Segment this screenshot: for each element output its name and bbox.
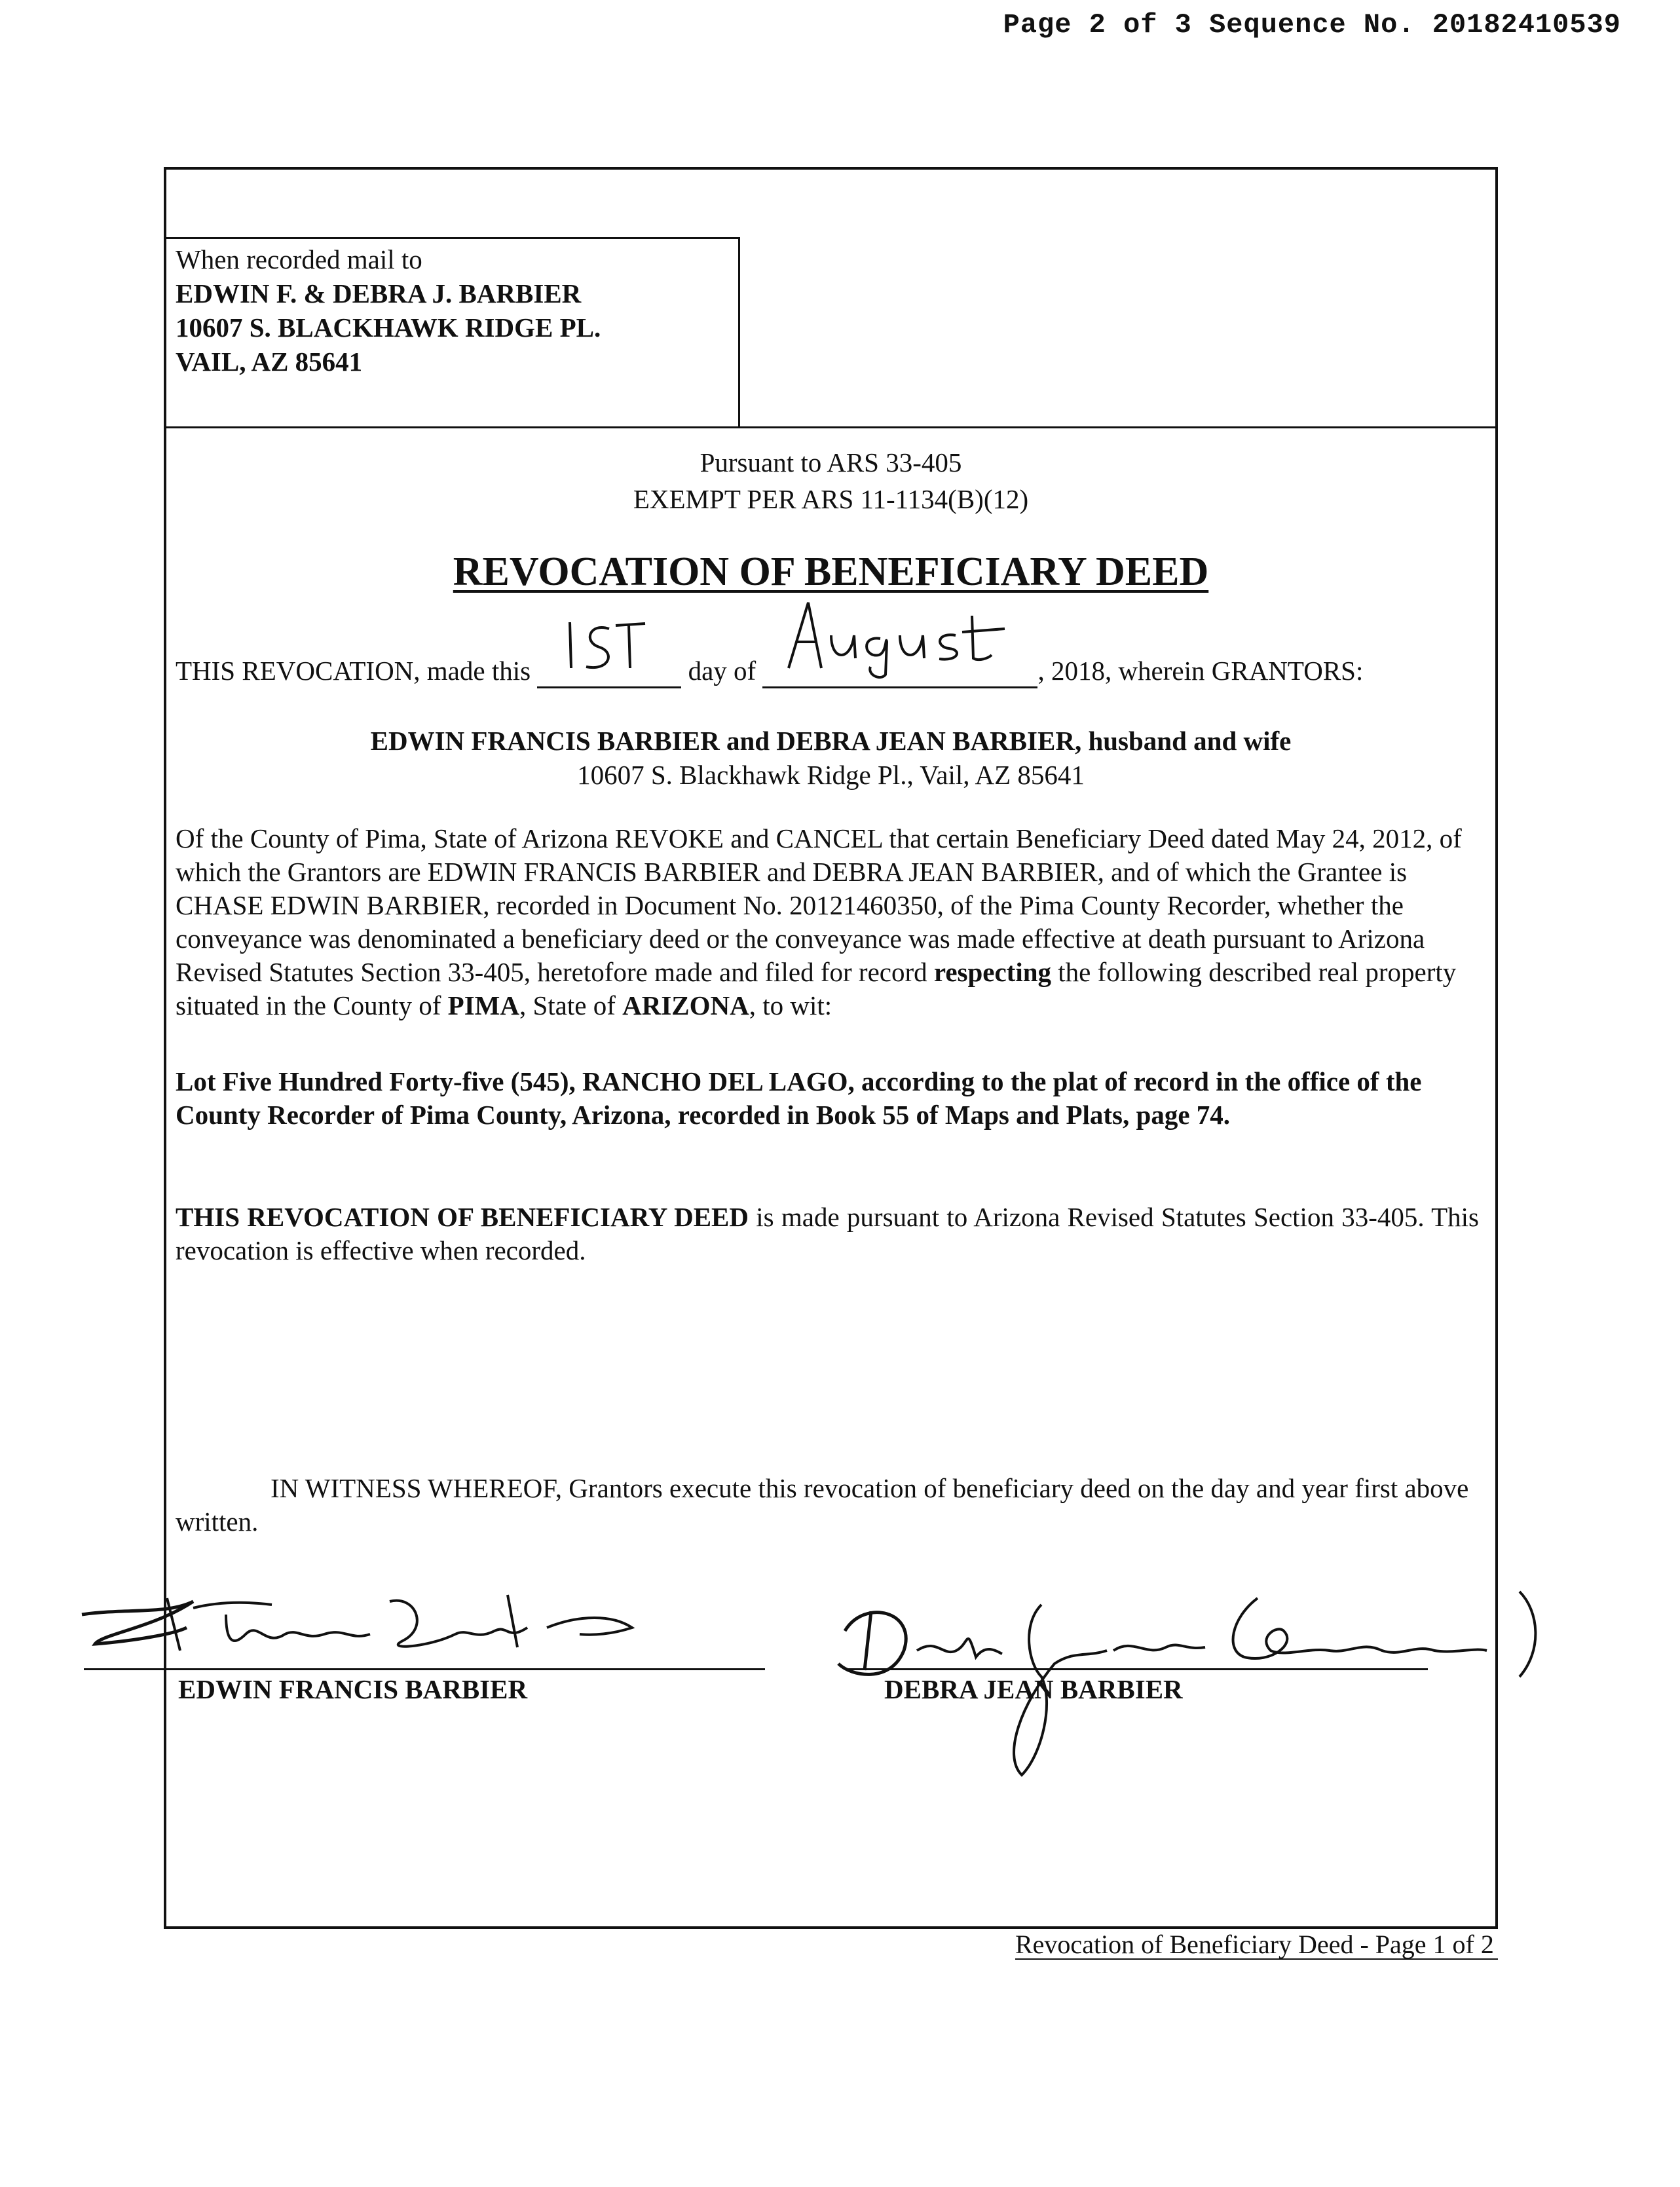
recording-city: VAIL, AZ 85641 — [176, 346, 363, 377]
revocation-suffix: , 2018, wherein GRANTORS: — [1037, 656, 1364, 686]
statute-block — [164, 444, 1498, 517]
statute-line-2: EXEMPT PER ARS 11-1134(B)(12) — [633, 484, 1029, 514]
body-county: PIMA — [447, 990, 519, 1020]
edwin-signature — [75, 1588, 698, 1673]
statute-line-1: Pursuant to ARS 33-405 — [700, 447, 962, 477]
signer-2-name: DEBRA JEAN BARBIER — [884, 1674, 1183, 1704]
body-part-1: Of the County of Pima, State of Arizona REVOKE and CANCEL that certain Beneficiary Deed dated May 24, 2012, of which the Grantors are EDWIN FRANCIS BARBIER and DEBRA JEAN BARBIER, and of which the Grantee is CHASE EDWIN BARBIER, recorded in Document No. 20121460350, of the Pima County Recorder, whether the conveyance was denominated a beneficiary deed or the conveyance was made effective at death pursuant to Arizona Revised Statutes Section 33-405, heretofore made and filed for record — [176, 823, 1462, 987]
witness-clause — [176, 1472, 1479, 1539]
day-of-label: day of — [688, 656, 756, 686]
body-part-2: the following described real property situated in the County of — [176, 957, 1457, 1020]
witness-text: IN WITNESS WHEREOF, Grantors execute this revocation of beneficiary deed on the day and year first above written. — [176, 1473, 1469, 1537]
grantor-names: EDWIN FRANCIS BARBIER and DEBRA JEAN BARBIER, husband and wife — [370, 726, 1292, 756]
recording-street: 10607 S. BLACKHAWK RIDGE PL. — [176, 312, 601, 343]
statement-rest: is made pursuant to Arizona Revised Statutes Section 33-405. This revocation is effective when recorded. — [176, 1202, 1479, 1265]
statement-bold: THIS REVOCATION OF BENEFICIARY DEED — [176, 1202, 749, 1232]
page-sequence-header: Page 2 of 3 Sequence No. 20182410539 — [1003, 9, 1621, 41]
revocation-prefix: THIS REVOCATION, made this — [176, 656, 531, 686]
signature-line-1 — [84, 1668, 765, 1670]
signature-line-2 — [845, 1668, 1428, 1670]
recording-names: EDWIN F. & DEBRA J. BARBIER — [176, 278, 582, 308]
recording-info — [176, 242, 601, 379]
grantor-address: 10607 S. Blackhawk Ridge Pl., Vail, AZ 85641 — [577, 760, 1085, 790]
page-footer: Revocation of Beneficiary Deed - Page 1 of 2 — [1015, 1930, 1494, 1959]
day-blank — [537, 655, 681, 688]
revocation-line — [176, 655, 1363, 688]
body-respecting: respecting — [933, 957, 1052, 987]
month-blank — [762, 655, 1037, 688]
signer-1-name: EDWIN FRANCIS BARBIER — [178, 1674, 528, 1704]
grantors-block — [164, 724, 1498, 792]
legal-description: Lot Five Hundred Forty-five (545), RANCHO DEL LAGO, according to the plat of record in the office of the County Recorder of Pima County, Arizona, recorded in Book 55 of Maps and Plats, page 74. — [176, 1066, 1422, 1130]
body-part-4: , to wit: — [749, 990, 832, 1020]
footer-underline — [1015, 1958, 1498, 1960]
revocation-body — [176, 822, 1479, 1022]
recording-label: When recorded mail to — [176, 244, 422, 274]
document-title: REVOCATION OF BENEFICIARY DEED — [453, 550, 1209, 594]
body-part-3: , State of — [519, 990, 616, 1020]
body-state: ARIZONA — [622, 990, 749, 1020]
recording-divider — [164, 426, 1498, 428]
statement — [176, 1201, 1479, 1267]
